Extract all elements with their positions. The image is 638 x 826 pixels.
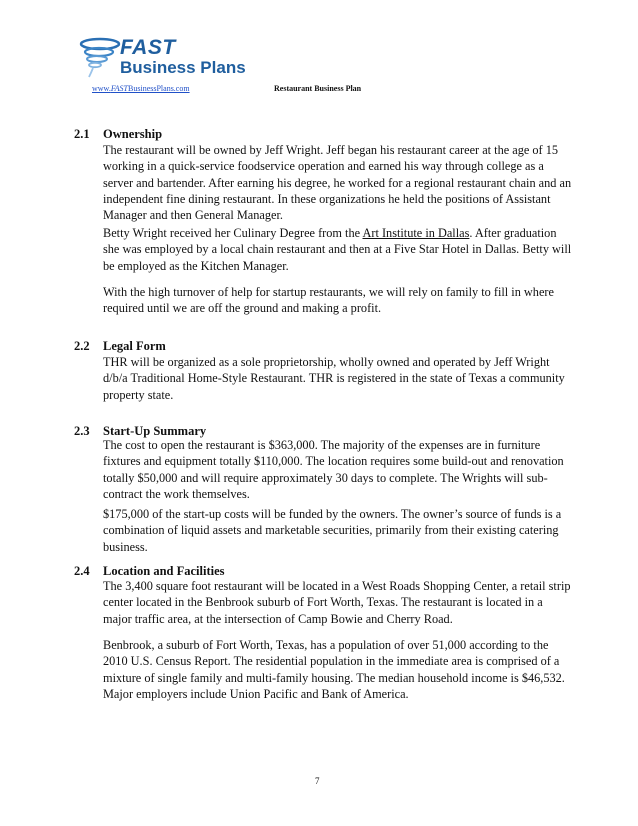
logo-fast-text: FAST	[120, 36, 176, 59]
logo-business-plans-text: Business Plans	[120, 58, 246, 77]
url-prefix: www.	[92, 84, 111, 93]
paragraph: The 3,400 square foot restaurant will be located in a West Roads Shopping Center, a retail strip center located in the Benbrook suburb of Fort Worth, Texas. The restaurant is located in a major traffic area, at the intersection of Camp Bowie and Cherry Road.	[103, 579, 571, 626]
url-italic: FAST	[110, 84, 129, 93]
document-title: Restaurant Business Plan	[274, 84, 362, 93]
section-number: 2.2	[74, 339, 90, 353]
paragraph: The cost to open the restaurant is $363,000. The majority of the expenses are in furniture fixtures and equipment totally $110,000. The location requires some build-out and renovation totally $50,000 and will require approximately 30 days to complete. The Wrights will sub-contract the work themselves.	[103, 438, 564, 501]
url-suffix: BusinessPlans.com	[128, 84, 190, 93]
paragraph: $175,000 of the start-up costs will be funded by the owners. The owner’s source of funds is a combination of liquid assets and marketable securities, primarily from their existing catering business.	[103, 507, 562, 554]
paragraph: The restaurant will be owned by Jeff Wright. Jeff began his restaurant career at the age of 15 working in a quick-service foodservice operation and earned his way through college as a server and bartender. After earning his degree, he worked for a regional restaurant chain and an independent fine dining restaurant. In these organizations he held the positions of Assistant Manager and then General Manager.	[103, 143, 572, 223]
paragraph: THR will be organized as a sole proprietorship, wholly owned and operated by Jeff Wright d/b/a Traditional Home-Style Restaurant. THR is registered in the state of Texas a community property state.	[103, 355, 565, 402]
art-institute-link[interactable]: Art Institute in Dallas	[362, 226, 470, 240]
section-title: Legal Form	[103, 339, 166, 353]
text-run: . After graduation she was employed by a local chain restaurant and then at a Five Star Hotel in Dallas. Betty will be employed as the Kitchen Manager.	[103, 226, 572, 273]
section-title: Location and Facilities	[103, 564, 225, 578]
paragraph	[103, 225, 573, 274]
paragraph: With the high turnover of help for startup restaurants, we will rely on family to fill in where required until we are off the ground and making a profit.	[103, 285, 554, 316]
section-number: 2.1	[74, 127, 90, 141]
section-number: 2.4	[74, 564, 90, 578]
text-run: Betty Wright received her Culinary Degree from the	[103, 226, 363, 240]
section-title: Ownership	[103, 127, 163, 141]
tornado-logo-icon	[78, 36, 122, 80]
company-logo	[78, 36, 246, 82]
section-number: 2.3	[74, 424, 90, 438]
page-number: 7	[315, 776, 320, 786]
paragraph: Benbrook, a suburb of Fort Worth, Texas, has a population of over 51,000 according to the 2010 U.S. Census Report. The residential population in the immediate area is comprised of a mixture of single family and multi-family housing. The median household income is $46,532. Major employers include Union Pacific and Bank of America.	[103, 638, 565, 701]
website-link[interactable]	[92, 84, 190, 93]
section-title: Start-Up Summary	[103, 424, 207, 438]
